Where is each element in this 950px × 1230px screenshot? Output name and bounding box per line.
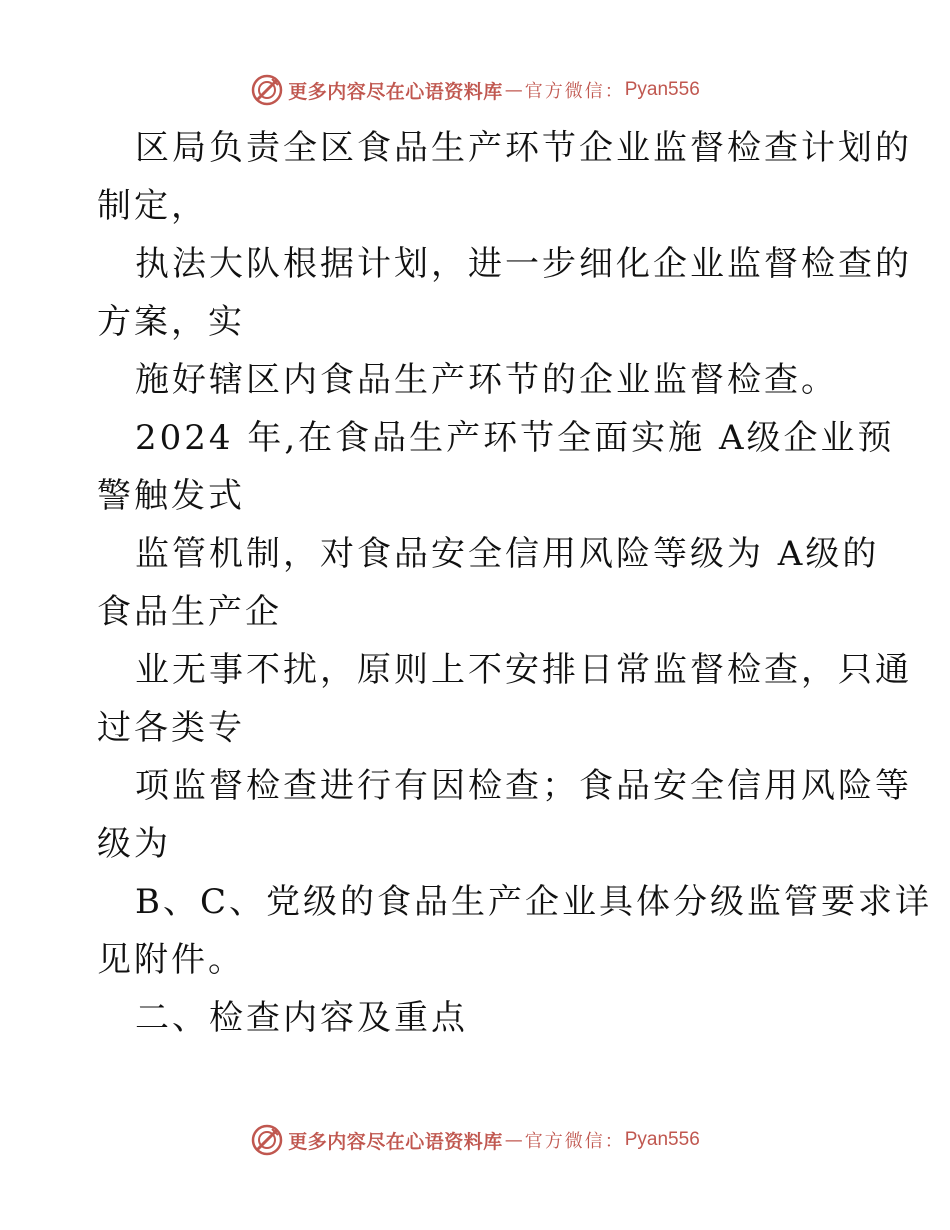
footer-watermark — [0, 1118, 950, 1162]
body-line: 业无事不扰，原则上不安排日常监督检查，只通 — [135, 650, 912, 690]
body-line: 2024 年,在食品生产环节全面实施 A级企业预 — [135, 418, 895, 458]
watermark-dash: — — [504, 1129, 523, 1151]
watermark-wechat-id: Pyan556 — [624, 1129, 700, 1150]
watermark-wechat-label: 官方微信： — [524, 81, 625, 102]
document-body — [97, 119, 932, 1047]
logo-icon — [250, 1123, 284, 1157]
header-watermark — [0, 68, 950, 112]
logo-icon — [250, 73, 284, 107]
body-line: B、C、党级的食品生产企业具体分级监管要求详 — [135, 882, 932, 922]
body-line: 方案，实 — [97, 302, 245, 342]
body-line: 级为 — [97, 824, 171, 864]
watermark-site-text: 更多内容尽在心语资料库 — [288, 80, 503, 103]
watermark-dash: — — [504, 79, 523, 101]
body-line: 食品生产企 — [97, 592, 282, 632]
body-line: 监管机制，对食品安全信用风险等级为 A级的 — [135, 534, 880, 574]
watermark-wechat-label: 官方微信： — [524, 1131, 625, 1152]
watermark-wechat-id: Pyan556 — [624, 79, 700, 100]
body-line: 项监督检查进行有因检查；食品安全信用风险等 — [135, 766, 912, 806]
body-line: 见附件。 — [97, 940, 245, 980]
body-line: 制定， — [97, 186, 208, 226]
body-line: 区局负责全区食品生产环节企业监督检查计划的 — [135, 128, 912, 168]
watermark-site-text: 更多内容尽在心语资料库 — [288, 1130, 503, 1153]
body-line: 执法大队根据计划，进一步细化企业监督检查的 — [135, 244, 912, 284]
body-line: 警触发式 — [97, 476, 245, 516]
body-line: 施好辖区内食品生产环节的企业监督检查。 — [135, 360, 838, 400]
section-heading: 二、检查内容及重点 — [135, 998, 468, 1038]
body-line: 过各类专 — [97, 708, 245, 748]
